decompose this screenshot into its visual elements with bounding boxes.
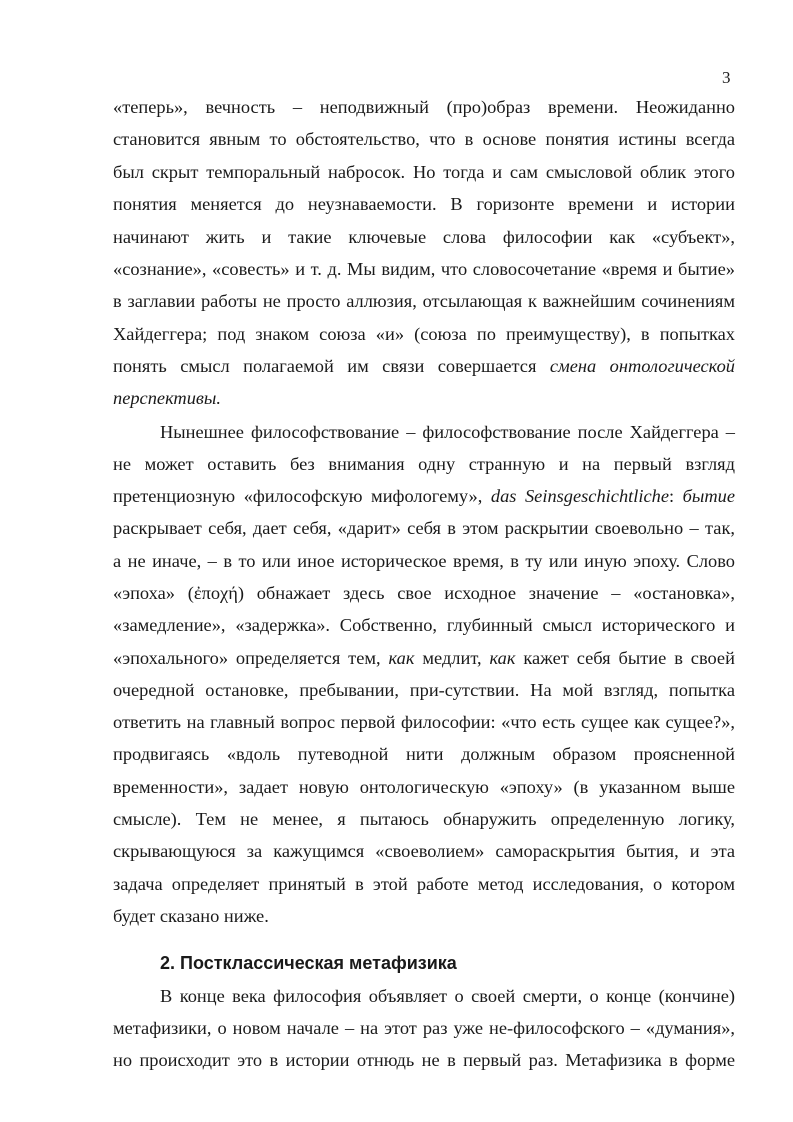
text-span: : — [668, 486, 675, 506]
paragraph1-line: начинают жить и такие ключевые слова философии как «субъект», — [113, 227, 735, 247]
paragraph2-line: а не иначе, – в то или иное историческое время, в ту или иную эпоху. Слово — [113, 551, 735, 571]
section-heading: 2. Постклассическая метафизика — [160, 953, 457, 973]
paragraph1-line: «теперь», вечность – неподвижный (про)образ времени. Неожиданно — [113, 97, 735, 117]
paragraph2-line: Нынешнее философствование – философствование после Хайдеггера – — [160, 422, 735, 442]
paragraph1-line: становится явным то обстоятельство, что в основе понятия истины всегда — [113, 129, 735, 149]
italic-phrase: как — [489, 648, 516, 668]
paragraph1-line: Хайдеггера; под знаком союза «и» (союза по преимуществу), в попытках — [113, 324, 735, 344]
paragraph2-line — [113, 647, 735, 669]
paragraph2-line: «эпоха» (ἐποχή) обнажает здесь свое исходное значение – «остановка», — [113, 583, 735, 603]
paragraph1-line: понятия меняется до неузнаваемости. В горизонте времени и истории — [113, 194, 735, 214]
italic-phrase: смена онтологической — [549, 356, 735, 376]
paragraph2-line: раскрывает себя, дает себя, «дарит» себя в этом раскрытии своевольно – так, — [113, 518, 735, 538]
paragraph2-line: временности», задает новую онтологическую «эпоху» (в указанном выше — [113, 777, 735, 797]
text-span: претенциозную «философскую мифологему», — [113, 486, 483, 506]
paragraph2-line: очередной остановке, пребывании, при-сутствии. На мой взгляд, попытка — [113, 680, 735, 700]
paragraph1-line: «сознание», «совесть» и т. д. Мы видим, что словосочетание «время и бытие» — [113, 259, 735, 279]
paragraph1-line — [113, 387, 735, 409]
paragraph2-line: «замедление», «задержка». Собственно, глубинный смысл исторического и — [113, 615, 735, 635]
paragraph2-line: будет сказано ниже. — [113, 906, 269, 926]
italic-phrase: das Seinsgeschichtliche — [490, 486, 669, 506]
text-span: медлит, — [422, 648, 482, 668]
paragraph2-line: не может оставить без внимания одну странную и на первый взгляд — [113, 454, 735, 474]
paragraph3-line: но происходит это в истории отнюдь не в первый раз. Метафизика в форме — [113, 1050, 735, 1070]
paragraph2-line: смысле). Тем не менее, я пытаюсь обнаружить определенную логику, — [113, 809, 735, 829]
paragraph1-line: был скрыт темпоральный набросок. Но тогда и сам смысловой облик этого — [113, 162, 735, 182]
text-span: кажет себя бытие в своей — [523, 648, 735, 668]
italic-phrase: бытие — [682, 486, 735, 506]
paragraph3-line: метафизики, о новом начале – на этот раз уже не-философского – «думания», — [113, 1018, 735, 1038]
page-number: 3 — [722, 68, 731, 87]
paragraph3-line: В конце века философия объявляет о своей смерти, о конце (кончине) — [160, 986, 735, 1006]
paragraph2-line — [113, 485, 735, 507]
text-span: «эпохального» определяется тем, — [113, 648, 381, 668]
text-span: понять смысл полагаемой им связи совершается — [113, 356, 537, 376]
paragraph1-line: в заглавии работы не просто аллюзия, отсылающая к важнейшим сочинениям — [113, 291, 735, 311]
italic-phrase: как — [388, 648, 415, 668]
italic-phrase: перспективы. — [113, 388, 221, 408]
paragraph2-line: продвигаясь «вдоль путеводной нити должным образом проясненной — [113, 744, 735, 764]
paragraph2-line: ответить на главный вопрос первой философии: «что есть сущее как сущее?», — [113, 712, 735, 732]
paragraph2-line: задача определяет принятый в этой работе метод исследования, о котором — [113, 874, 735, 894]
paragraph1-line — [113, 355, 735, 377]
paragraph2-line: скрывающуюся за кажущимся «своеволием» самораскрытия бытия, и эта — [113, 841, 735, 861]
